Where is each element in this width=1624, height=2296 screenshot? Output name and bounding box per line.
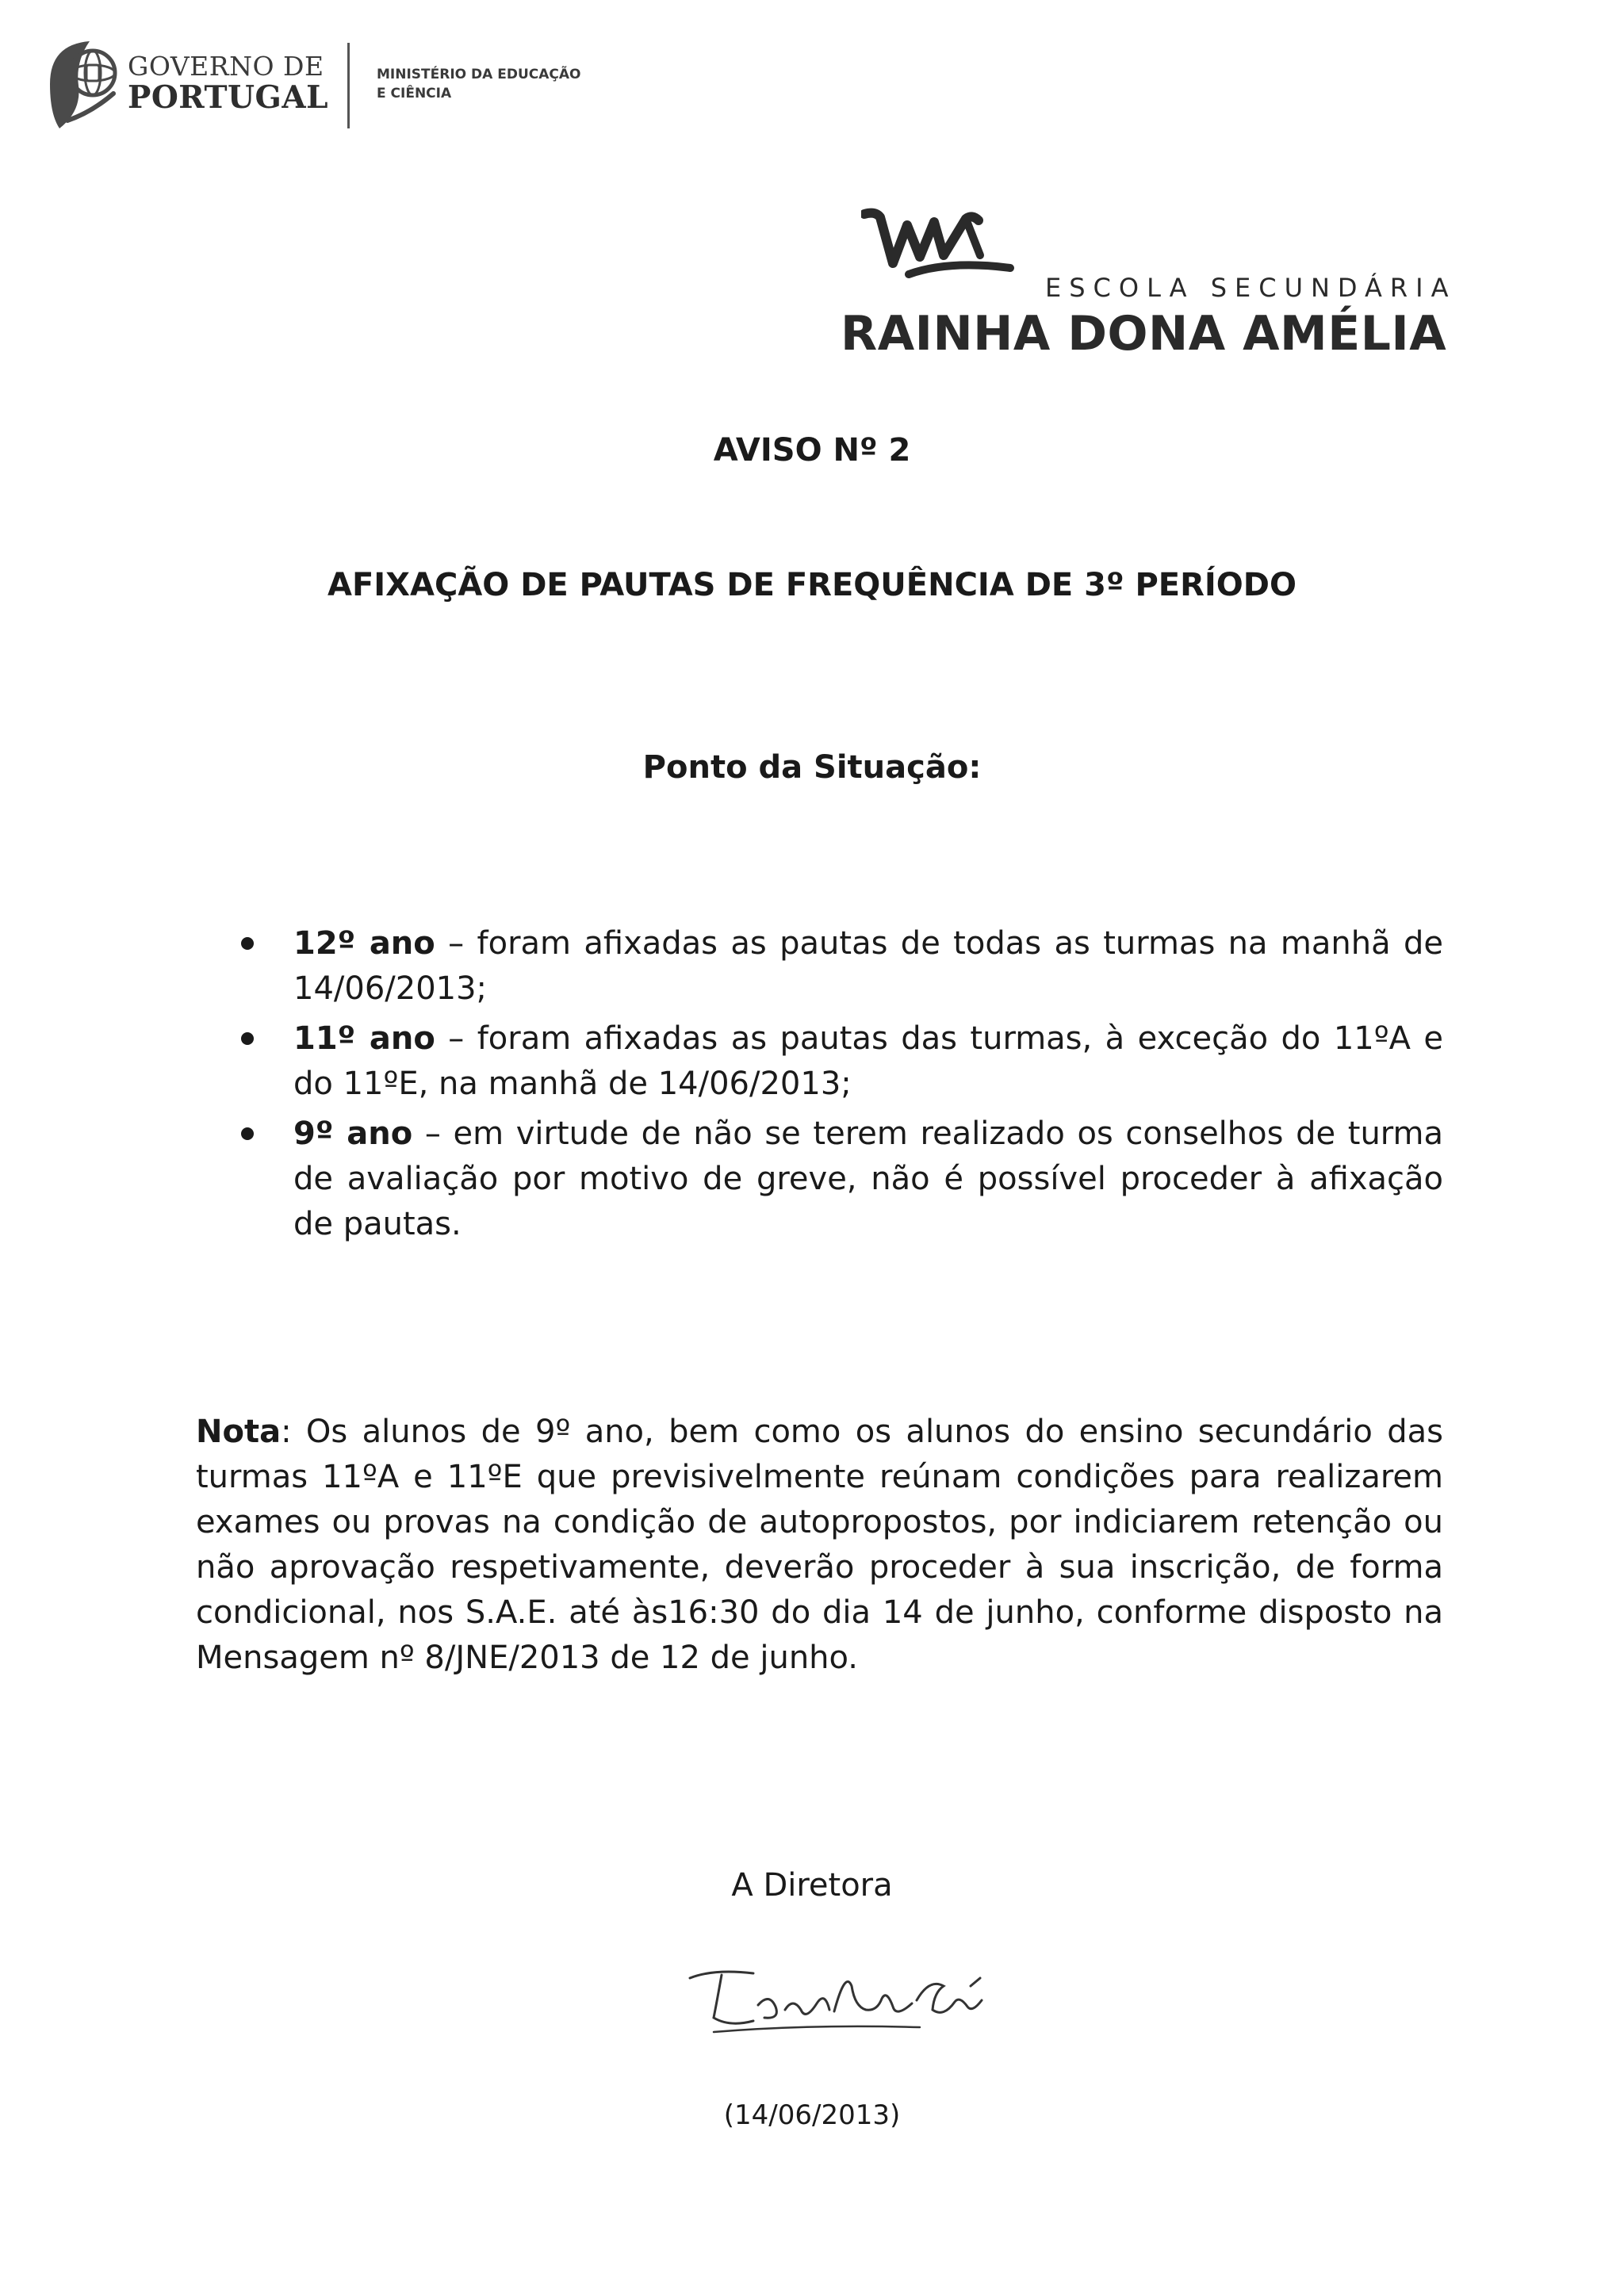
notice-title: AFIXAÇÃO DE PAUTAS DE FREQUÊNCIA DE 3º PERÍODO bbox=[327, 567, 1297, 603]
list-item bbox=[238, 1112, 1443, 1247]
bullet-icon bbox=[241, 1032, 254, 1045]
bullet-icon bbox=[241, 937, 254, 950]
list-item-year: 9º ano bbox=[293, 1115, 413, 1152]
ministry-name bbox=[377, 65, 580, 103]
school-type: ESCOLA SECUNDÁRIA bbox=[1045, 273, 1457, 303]
portugal-armillary-sphere-icon bbox=[44, 38, 123, 132]
note-text: : Os alunos de 9º ano, bem como os alunos do ensino secundário das turmas 11ºA e 11ºE que previsivelmente reúnam condições para realizarem exames ou provas na condição de autopropostos, por indiciarem retenção ou não aprovação respetivamente, deverão proceder à sua inscrição, de forma condicional, nos S.A.E. até às16:30 do dia 14 de junho, conforme disposto na Mensagem nº 8/JNE/2013 de 12 de junho. bbox=[196, 1414, 1443, 1676]
status-heading: Ponto da Situação: bbox=[642, 749, 982, 786]
government-name-line2: PORTUGAL bbox=[128, 79, 329, 116]
list-item-year: 11º ano bbox=[293, 1020, 435, 1057]
crown-mark-icon bbox=[861, 208, 1020, 287]
status-list bbox=[238, 921, 1443, 1252]
note-paragraph bbox=[196, 1410, 1443, 1681]
ministry-name-line2: E CIÊNCIA bbox=[377, 86, 452, 101]
notice-date: (14/06/2013) bbox=[723, 2099, 901, 2131]
government-header bbox=[44, 38, 599, 133]
school-logo bbox=[841, 208, 1457, 366]
list-item-text: – foram afixadas as pautas das turmas, à exceção do 11ºA e do 11ºE, na manhã de 14/06/2013; bbox=[293, 1020, 1443, 1102]
list-item-text: – foram afixadas as pautas de todas as turmas na manhã de 14/06/2013; bbox=[293, 925, 1443, 1007]
bullet-icon bbox=[241, 1127, 254, 1140]
government-name bbox=[128, 52, 373, 114]
school-name: RAINHA DONA AMÉLIA bbox=[841, 306, 1447, 362]
list-item-year: 12º ano bbox=[293, 925, 435, 962]
note-label: Nota bbox=[196, 1414, 282, 1450]
notice-number: AVISO Nº 2 bbox=[713, 432, 911, 469]
header-divider bbox=[347, 43, 350, 128]
signatory-title: A Diretora bbox=[731, 1867, 893, 1904]
handwritten-signature bbox=[682, 1954, 999, 2042]
ministry-name-line1: MINISTÉRIO DA EDUCAÇÃO bbox=[377, 67, 581, 82]
government-name-line1: GOVERNO DE bbox=[128, 51, 324, 82]
list-item bbox=[238, 1016, 1443, 1107]
list-item bbox=[238, 921, 1443, 1012]
list-item-text: – em virtude de não se terem realizado os conselhos de turma de avaliação por motivo de greve, não é possível proceder à afixação de pautas. bbox=[293, 1115, 1444, 1242]
